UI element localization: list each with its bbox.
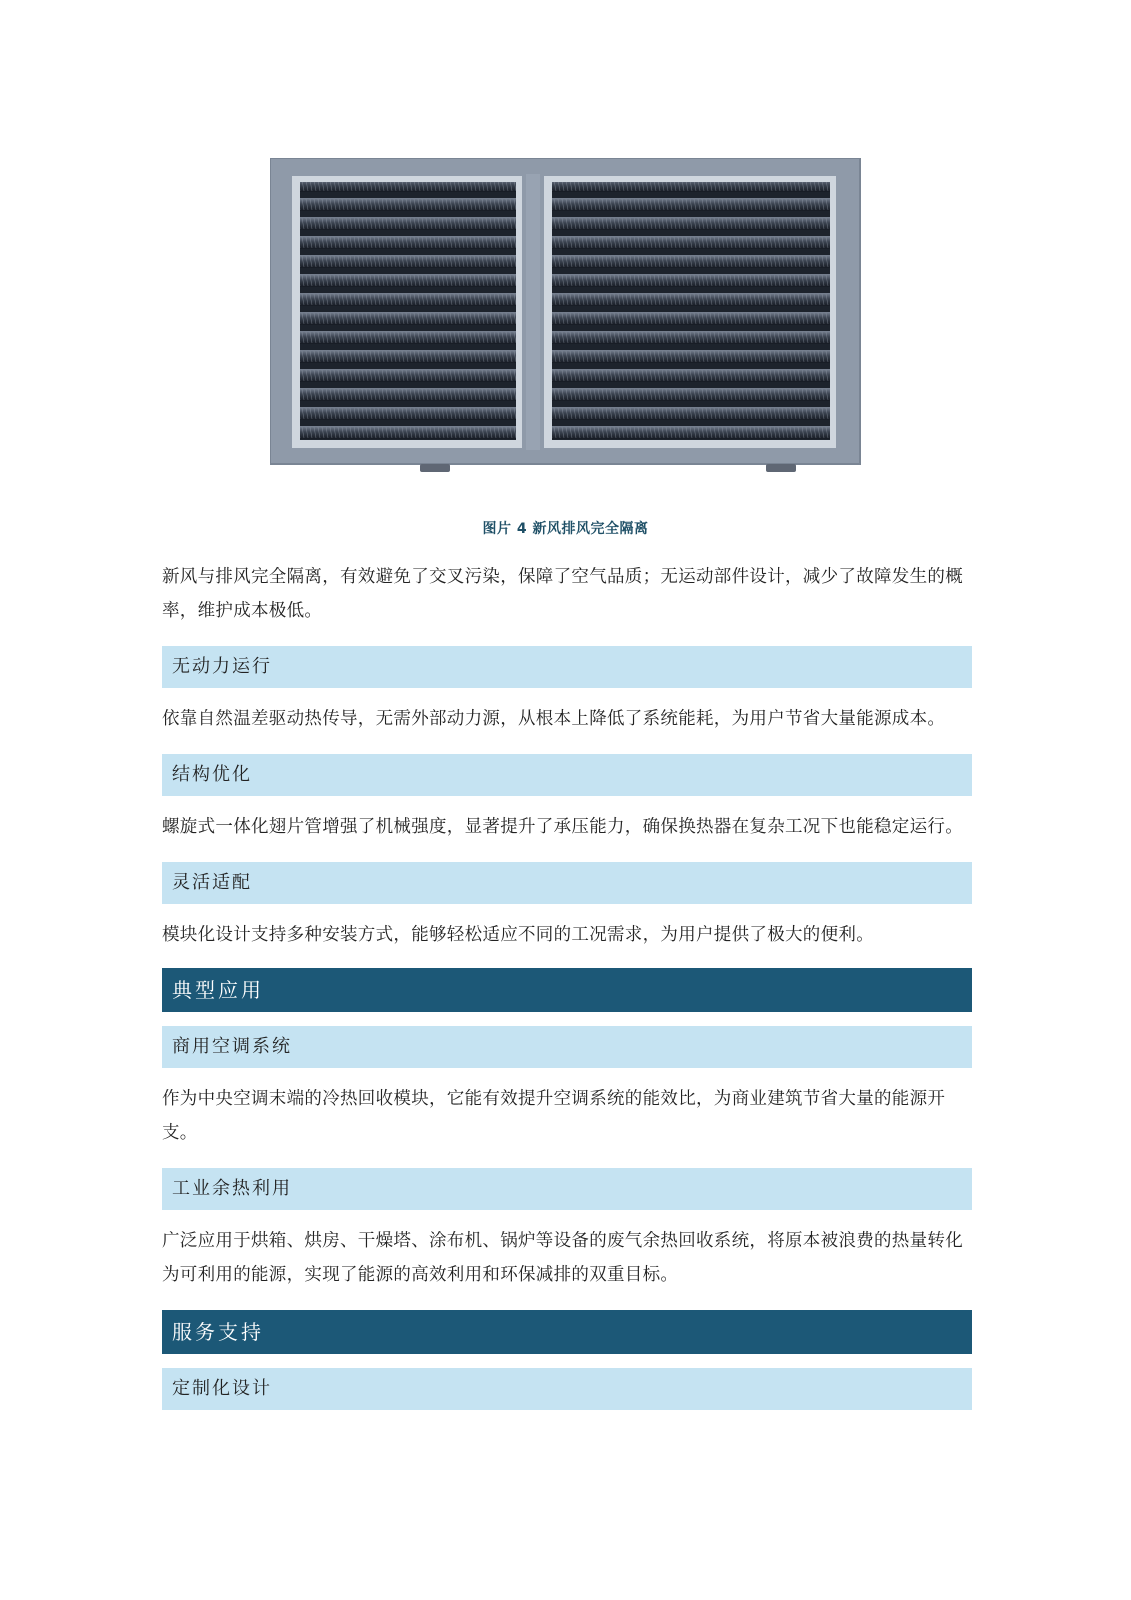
figure-caption: 图片 4 新风排风完全隔离 bbox=[482, 521, 649, 537]
paragraph: 新风与排风完全隔离，有效避免了交叉污染，保障了空气品质；无运动部件设计，减少了故障发生的概率，维护成本极低。 bbox=[162, 567, 963, 621]
paragraph: 模块化设计支持多种安装方式，能够轻松适应不同的工况需求，为用户提供了极大的便利。 bbox=[162, 925, 874, 945]
paragraph: 作为中央空调末端的冷热回收模块，它能有效提升空调系统的能效比，为商业建筑节省大量的能源开支。 bbox=[162, 1089, 946, 1143]
subheading-structure: 结构优化 bbox=[162, 754, 972, 796]
paragraph: 依靠自然温差驱动热传导，无需外部动力源，从根本上降低了系统能耗，为用户节省大量能源成本。 bbox=[162, 709, 946, 729]
product-photo bbox=[270, 158, 870, 488]
subheading-no-power: 无动力运行 bbox=[162, 646, 972, 688]
document-body bbox=[162, 560, 972, 1410]
paragraph: 广泛应用于烘箱、烘房、干燥塔、涂布机、锅炉等设备的废气余热回收系统，将原本被浪费的热量转化为可利用的能源，实现了能源的高效利用和环保减排的双重目标。 bbox=[162, 1231, 963, 1285]
subheading-industrial-heat: 工业余热利用 bbox=[162, 1168, 972, 1210]
heading-applications: 典型应用 bbox=[162, 968, 972, 1012]
paragraph: 螺旋式一体化翅片管增强了机械强度，显著提升了承压能力，确保换热器在复杂工况下也能稳定运行。 bbox=[162, 817, 963, 837]
subheading-commercial-ac: 商用空调系统 bbox=[162, 1026, 972, 1068]
heading-service: 服务支持 bbox=[162, 1310, 972, 1354]
subheading-custom-design: 定制化设计 bbox=[162, 1368, 972, 1410]
subheading-flexible: 灵活适配 bbox=[162, 862, 972, 904]
